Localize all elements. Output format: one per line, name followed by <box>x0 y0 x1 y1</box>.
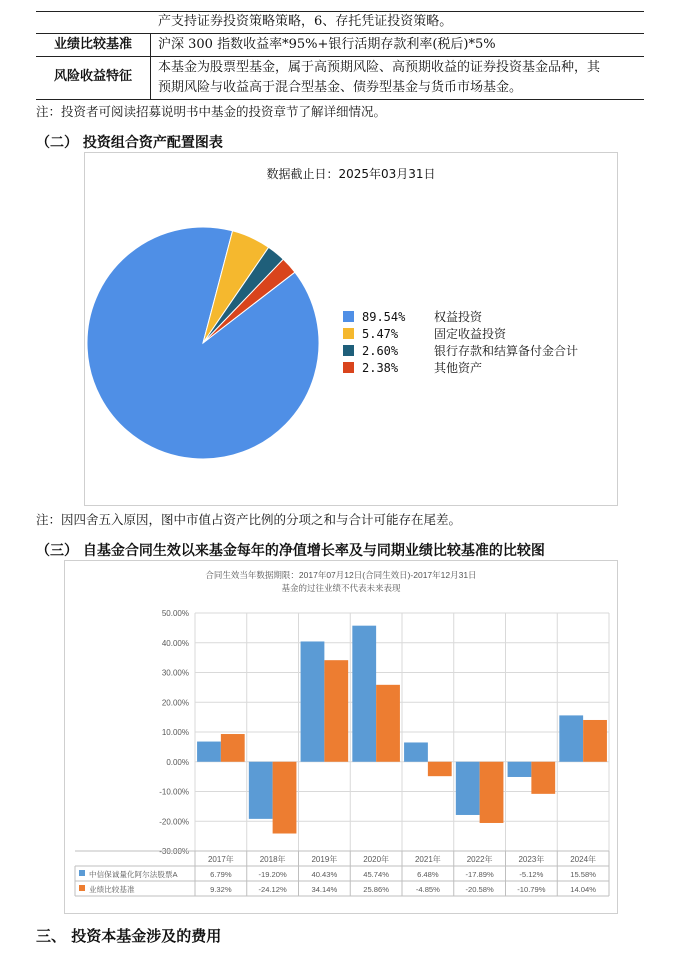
x-tick-label: 2018年 <box>259 855 286 864</box>
table-row0-text: 产支持证券投资策略策略，6、存托凭证投资策略。 <box>158 14 453 29</box>
bar <box>376 685 400 762</box>
y-tick-label: -10.00% <box>159 787 189 797</box>
bar <box>197 742 221 762</box>
bar <box>428 762 452 776</box>
data-label: 15.58% <box>570 870 597 879</box>
table-column-divider <box>150 33 151 99</box>
note-invest: 注：投资者可阅读招募说明书中基金的投资章节了解详细情况。 <box>36 104 387 119</box>
bar <box>301 641 325 761</box>
y-tick-label: 20.00% <box>161 698 189 708</box>
x-tick-label: 2022年 <box>466 855 493 864</box>
bar <box>531 762 555 794</box>
section3-heading: （三） 自基金合同生效以来基金每年的净值增长率及与同期业绩比较基准的比较图 <box>36 543 545 559</box>
data-label: 40.43% <box>311 870 338 879</box>
pie-legend-item <box>343 342 578 359</box>
x-tick-label: 2024年 <box>570 855 597 864</box>
data-label: 14.04% <box>570 885 597 894</box>
table-divider <box>36 56 644 57</box>
bar <box>249 762 273 819</box>
data-label: 34.14% <box>311 885 338 894</box>
table-divider <box>36 33 644 34</box>
x-tick-label: 2017年 <box>207 855 234 864</box>
note-rounding: 注：因四舍五入原因，图中市值占资产比例的分项之和与合计可能存在尾差。 <box>36 512 462 527</box>
data-label: -17.89% <box>465 870 494 879</box>
data-label: -4.85% <box>415 885 440 894</box>
data-label: 6.79% <box>210 870 232 879</box>
legend-label: 固定收益投资 <box>434 327 507 341</box>
series-name: 业绩比较基准 <box>89 885 135 894</box>
bar-chart-box <box>64 560 618 914</box>
y-tick-label: 10.00% <box>161 728 189 737</box>
data-label: -20.58% <box>465 885 494 894</box>
table-row2-line2: 预期风险与收益高于混合型基金、债券型基金与货币市场基金。 <box>158 80 523 95</box>
pie-chart-box <box>84 152 618 506</box>
table-row1-text: 沪深 300 指数收益率*95%+银行活期存款利率(税后)*5% <box>158 37 496 52</box>
data-label: -5.12% <box>519 870 544 879</box>
section2-heading: （二） 投资组合资产配置图表 <box>36 135 223 151</box>
data-label: -24.12% <box>258 885 287 894</box>
y-tick-label: -30.00% <box>159 847 189 856</box>
legend-percent: 2.60% <box>362 344 399 358</box>
bar-chart-title: 合同生效当年数据期限：2017年07月12日(合同生效日)-2017年12月31日 <box>205 570 477 580</box>
data-label: 25.86% <box>363 885 390 894</box>
legend-swatch <box>343 328 354 339</box>
y-tick-label: -20.00% <box>159 817 189 827</box>
bar <box>508 762 532 777</box>
data-label: 6.48% <box>417 870 439 879</box>
y-tick-label: 30.00% <box>161 668 189 678</box>
legend-label: 银行存款和结算备付金合计 <box>434 344 579 358</box>
x-tick-label: 2019年 <box>311 855 338 864</box>
x-tick-label: 2020年 <box>363 855 390 864</box>
section4-heading: 三、 投资本基金涉及的费用 <box>36 927 222 945</box>
legend-label: 其他资产 <box>434 361 483 375</box>
bar-chart-subtitle: 基金的过往业绩不代表未来表现 <box>281 583 401 593</box>
table-row1-label: 业绩比较基准 <box>53 37 132 52</box>
bar <box>352 626 376 762</box>
series-legend-swatch <box>79 885 85 891</box>
y-tick-label: 40.00% <box>161 638 189 648</box>
legend-swatch <box>343 311 354 322</box>
x-tick-label: 2023年 <box>518 855 545 864</box>
bar <box>456 762 480 815</box>
bar <box>273 762 297 834</box>
bar <box>404 742 428 761</box>
legend-swatch <box>343 362 354 373</box>
bar <box>583 720 607 762</box>
bar <box>480 762 504 823</box>
legend-percent: 2.38% <box>362 361 399 375</box>
y-tick-label: 50.00% <box>161 609 189 618</box>
y-tick-label: 0.00% <box>166 757 189 767</box>
series-name: 中信保诚量化阿尔法股票A <box>89 870 178 879</box>
bar <box>559 715 583 761</box>
pie-legend-item <box>343 325 506 342</box>
pie-legend-item <box>343 308 482 325</box>
series-legend-swatch <box>79 870 85 876</box>
legend-percent: 5.47% <box>362 327 399 341</box>
data-label: 45.74% <box>363 870 390 879</box>
data-label: -10.79% <box>517 885 546 894</box>
table-row2-line1: 本基金为股票型基金，属于高预期风险、高预期收益的证券投资基金品种，其 <box>158 60 601 75</box>
legend-label: 权益投资 <box>434 310 483 324</box>
data-label: -19.20% <box>258 870 287 879</box>
x-tick-label: 2021年 <box>414 855 441 864</box>
pie-slice <box>85 180 366 505</box>
legend-percent: 89.54% <box>362 310 406 324</box>
pie-legend-item <box>343 359 482 376</box>
pie-date-label: 数据截止日：2025年03月31日 <box>266 167 436 181</box>
bar-chart <box>65 561 617 913</box>
bar <box>324 660 348 762</box>
data-label: 9.32% <box>210 885 232 894</box>
table-row2-label: 风险收益特征 <box>53 69 132 84</box>
table-bottom-border <box>36 99 644 100</box>
legend-swatch <box>343 345 354 356</box>
bar <box>221 734 245 762</box>
